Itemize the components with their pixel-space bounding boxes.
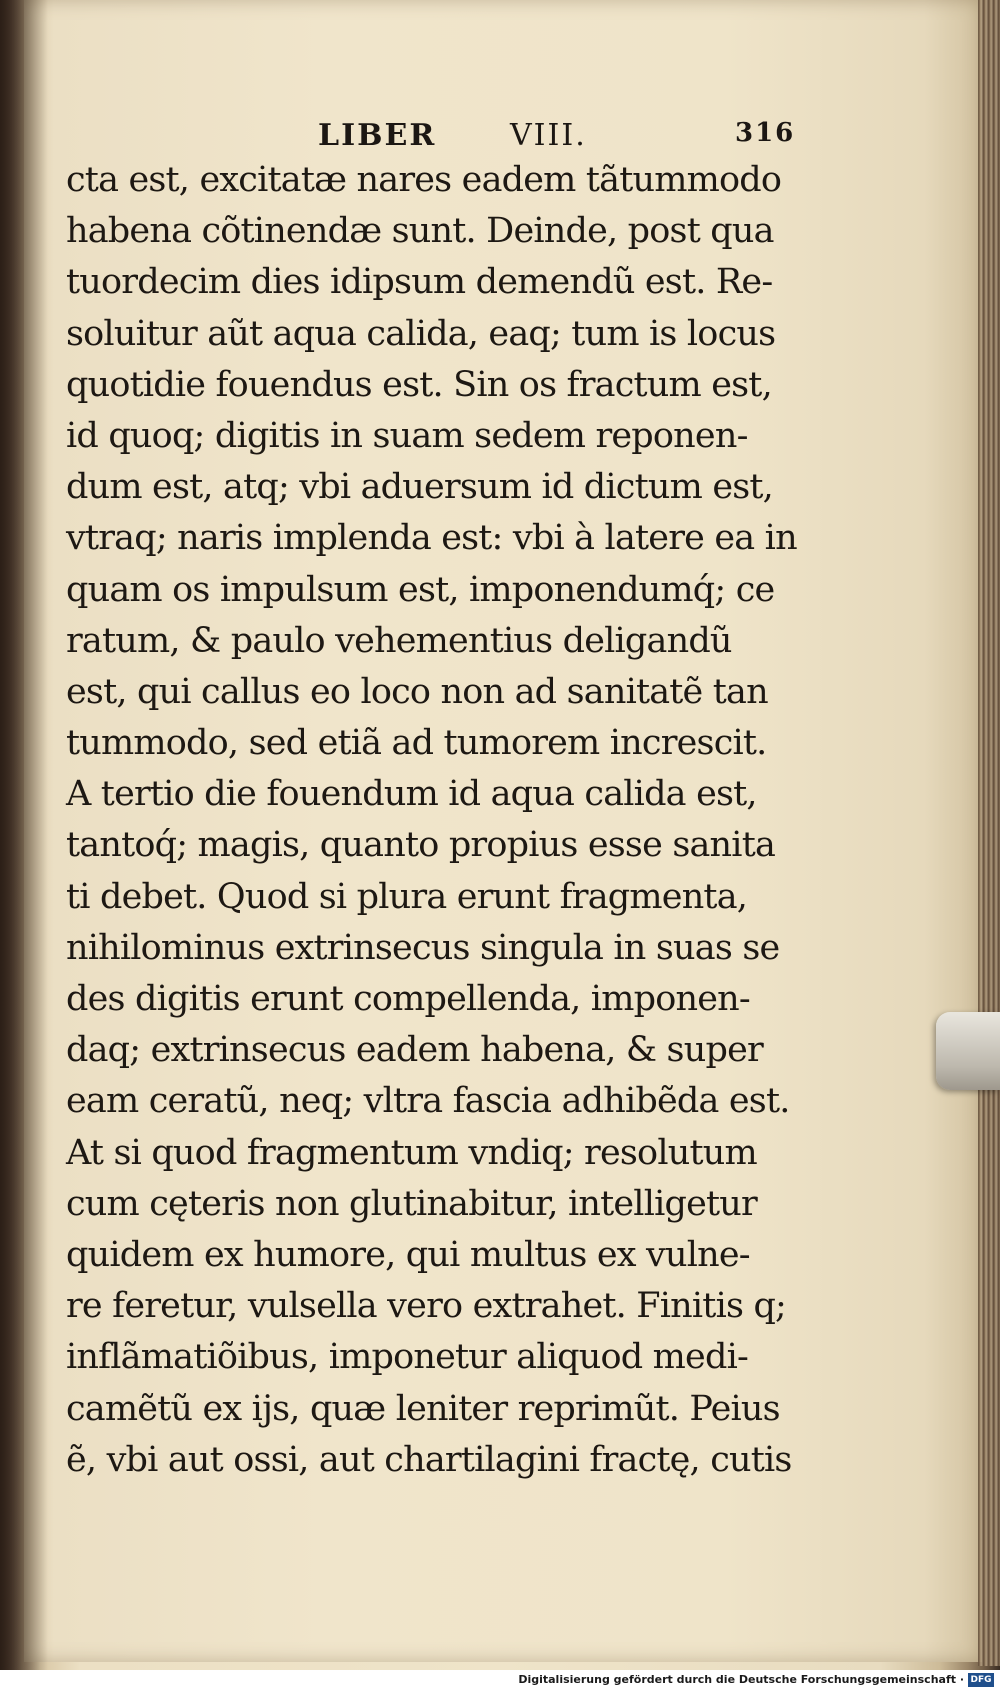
text-line: daq; extrinsecus eadem habena, & super: [66, 1030, 763, 1071]
text-line: cta est, excitatæ nares eadem tãtummodo: [66, 160, 782, 200]
text-line: camẽtũ ex ijs, quæ leniter reprimũt. Peius: [66, 1388, 780, 1429]
text-line: quidem ex humore, qui multus ex vulne-: [66, 1234, 750, 1275]
dfg-logo-icon: DFG: [968, 1673, 994, 1687]
funding-credit: Digitalisierung gefördert durch die Deutsche Forschungsgemeinschaft ·: [518, 1673, 964, 1686]
page-fore-edge: [978, 0, 1000, 1666]
text-line: tummodo, sed etiã ad tumorem increscit.: [66, 723, 767, 764]
text-line: dum est, atq; vbi aduersum id dictum est,: [66, 467, 773, 508]
text-line: quam os impulsum est, imponendumq́; ce: [66, 569, 775, 610]
text-line: des digitis erunt compellenda, imponen-: [66, 979, 750, 1019]
text-line: soluitur aũt aqua calida, eaq; tum is locus: [66, 313, 776, 354]
text-line: re feretur, vulsella vero extrahet. Finitis q;: [66, 1286, 787, 1327]
text-line: tantoq́; magis, quanto propius esse sanita: [66, 825, 776, 866]
running-header-book-number: VIII.: [510, 118, 587, 153]
text-line: At si quod fragmentum vndiq; resolutum: [66, 1132, 757, 1173]
text-line: inflãmatiõibus, imponetur aliquod medi-: [66, 1337, 748, 1378]
bookmark-tab: [936, 1012, 1000, 1090]
text-line: id quoq; digitis in suam sedem reponen-: [66, 415, 748, 456]
text-line: quotidie fouendus est. Sin os fractum est,: [66, 364, 772, 405]
text-line: eam ceratũ, neq; vltra fascia adhibẽda est.: [66, 1081, 790, 1122]
spine-shadow: [0, 0, 48, 1670]
text-line: vtraq; naris implenda est: vbi à latere ea in: [66, 518, 797, 559]
text-line: est, qui callus eo loco non ad sanitatẽ tan: [66, 671, 768, 712]
running-header-liber: LIBER: [318, 118, 437, 153]
text-line: nihilominus extrinsecus singula in suas se: [66, 927, 780, 968]
text-line: cum cęteris non glutinabitur, intelligetur: [66, 1183, 757, 1224]
text-line: ẽ, vbi aut ossi, aut chartilagini fractę, cutis: [66, 1439, 792, 1480]
text-line: A tertio die fouendum id aqua calida est,: [66, 774, 757, 815]
text-line: ti debet. Quod si plura erunt fragmenta,: [66, 876, 748, 917]
text-block: [66, 155, 797, 1486]
text-line: tuordecim dies idipsum demendũ est. Re-: [66, 262, 773, 303]
folio-number: 316: [735, 118, 796, 148]
digitization-footer: [0, 1670, 1000, 1691]
text-line: ratum, & paulo vehementius deligandũ: [66, 620, 732, 661]
text-line: habena cõtinendæ sunt. Deinde, post qua: [66, 211, 774, 252]
